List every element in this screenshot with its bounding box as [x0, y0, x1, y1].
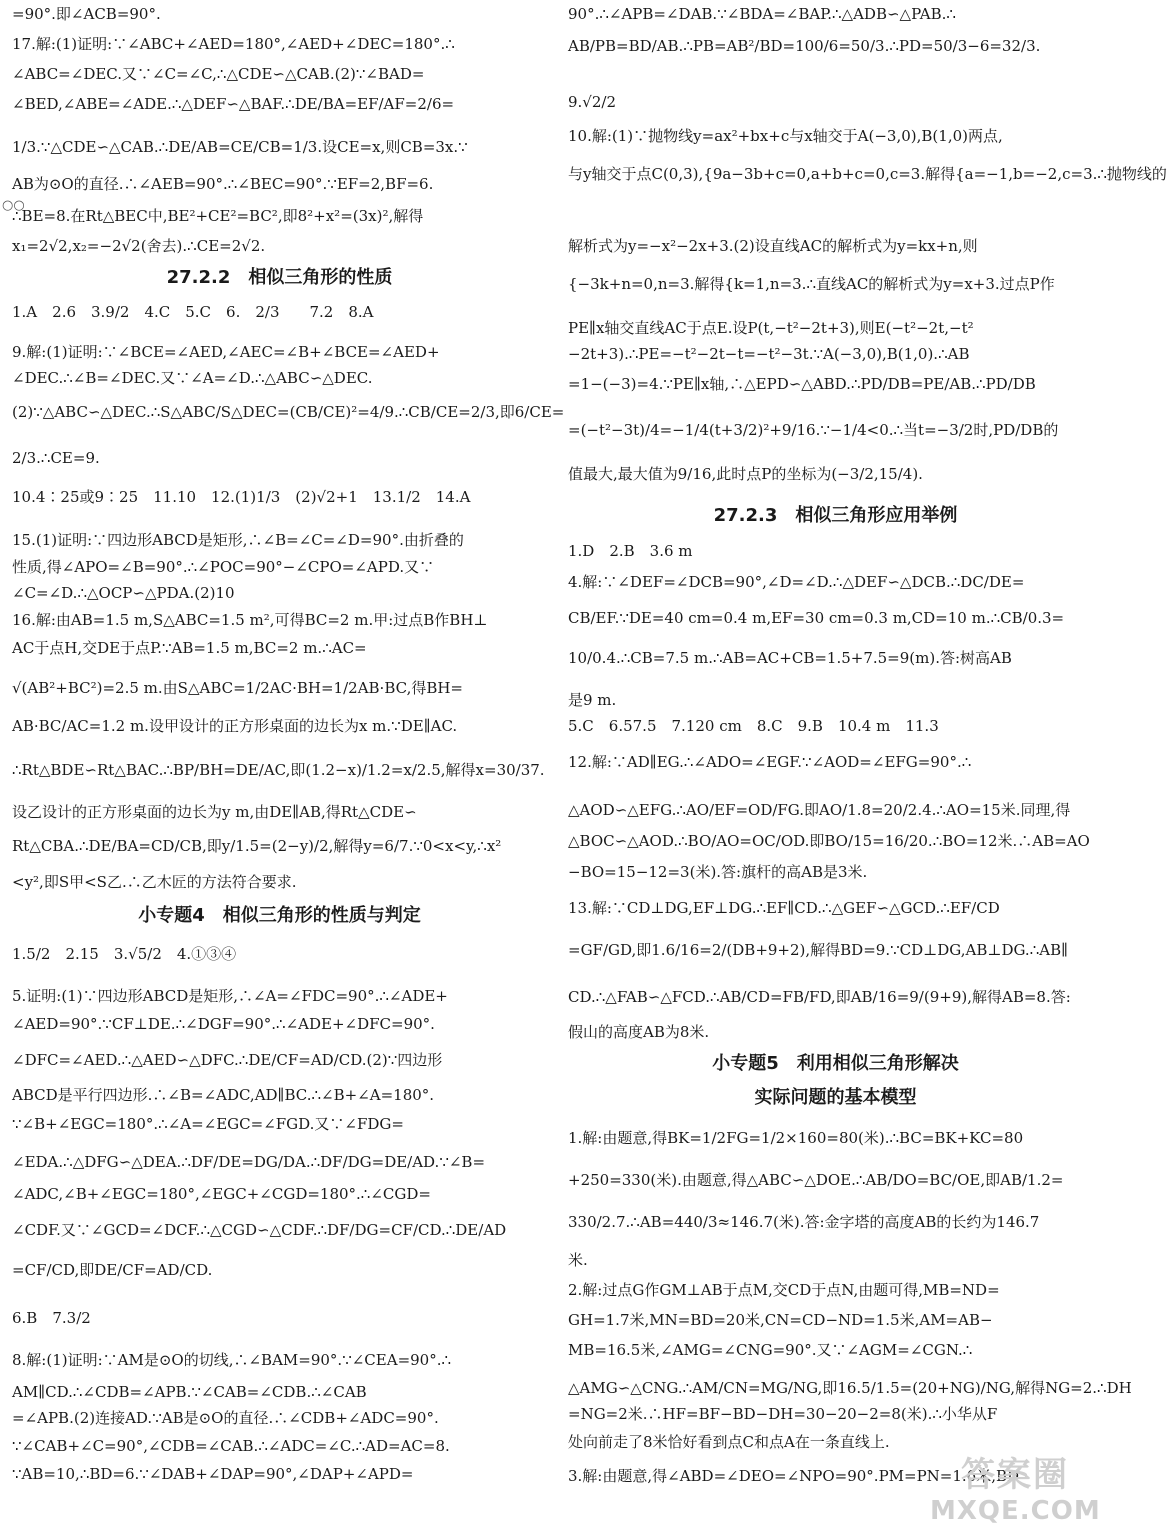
- text-line: x₁=2√2,x₂=−2√2(舍去).∴CE=2√2.: [12, 237, 266, 255]
- text-line: 10/0.4.∴CB=7.5 m.∴AB=AC+CB=1.5+7.5=9(m).答:树高AB: [568, 649, 1012, 667]
- text-line: 是9 m.: [568, 691, 617, 709]
- text-line: 5.证明:(1)∵四边形ABCD是矩形,∴∠A=∠FDC=90°.∴∠ADE+: [12, 987, 448, 1005]
- text-line: 值最大,最大值为9/16,此时点P的坐标为(−3/2,15/4).: [568, 465, 923, 483]
- text-line: PE∥x轴交直线AC于点E.设P(t,−t²−2t+3),则E(−t²−2t,−t²: [568, 319, 974, 337]
- watermark-logo: [930, 1454, 1100, 1532]
- text-line: ∠DEC.∴∠B=∠DEC.又∵∠A=∠D.∴△ABC∽△DEC.: [12, 369, 373, 387]
- text-line: =∠APB.(2)连接AD.∵AB是⊙O的直径.∴∠CDB+∠ADC=90°.: [12, 1409, 439, 1427]
- text-line: 性质,得∠APO=∠B=90°.∴∠POC=90°−∠CPO=∠APD.又∵: [12, 558, 435, 576]
- text-line: 2.解:过点G作GM⊥AB于点M,交CD于点N,由题可得,MB=ND=: [568, 1281, 1000, 1299]
- text-line: +250=330(米).由题意,得△ABC∽△DOE.∴AB/DO=BC/OE,即AB/1.2=: [568, 1171, 1064, 1189]
- text-line: 1.D 2.B 3.6 m: [568, 542, 693, 560]
- text-line: 90°.∴∠APB=∠DAB.∵∠BDA=∠BAP.∴△ADB∽△PAB.∴: [568, 5, 956, 23]
- text-line: 13.解:∵CD⊥DG,EF⊥DG.∴EF∥CD.∴△GEF∽△GCD.∴EF/CD: [568, 899, 1000, 917]
- text-line: 1/3.∵△CDE∽△CAB.∴DE/AB=CE/CB=1/3.设CE=x,则CB=3x.∵: [12, 138, 468, 156]
- text-line: 米.: [568, 1251, 588, 1269]
- text-line: 1.A 2.6 3.9/2 4.C 5.C 6. 2/3 7.2 8.A: [12, 303, 374, 321]
- text-line: Rt△CBA.∴DE/BA=CD/CB,即y/1.5=(2−y)/2,解得y=6/7.∵0<x<y,∴x²: [12, 837, 502, 855]
- text-line: 2/3.∴CE=9.: [12, 449, 100, 467]
- section-heading: 小专题5 利用相似三角形解决: [712, 1053, 959, 1074]
- text-line: CD.∴△FAB∽△FCD.∴AB/CD=FB/FD,即AB/16=9/(9+9),解得AB=8.答:: [568, 988, 1071, 1006]
- text-line: =CF/CD,即DE/CF=AD/CD.: [12, 1261, 213, 1279]
- section-heading: 27.2.3 相似三角形应用举例: [713, 505, 958, 526]
- text-line: =GF/GD,即1.6/16=2/(DB+9+2),解得BD=9.∵CD⊥DG,AB⊥DG.∴AB∥: [568, 941, 1069, 959]
- text-line: ∠BED,∠ABE=∠ADE.∴△DEF∽△BAF.∴DE/BA=EF/AF=2/6=: [12, 95, 455, 113]
- text-line: 9.√2/2: [568, 93, 617, 111]
- text-line: △BOC∽△AOD.∴BO/AO=OC/OD.即BO/15=16/20.∴BO=12米.∴AB=AO: [568, 832, 1090, 850]
- text-line: ∠DFC=∠AED.∴△AED∽△DFC.∴DE/CF=AD/CD.(2)∵四边形: [12, 1051, 443, 1069]
- text-line: 10.4∶25或9∶25 11.10 12.(1)1/3 (2)√2+1 13.1/2 14.A: [12, 488, 471, 506]
- text-line: −BO=15−12=3(米).答:旗杆的高AB是3米.: [568, 863, 868, 881]
- text-line: 1.5/2 2.15 3.√5/2 4.①③④: [12, 945, 237, 963]
- text-line: 解析式为y=−x²−2x+3.(2)设直线AC的解析式为y=kx+n,则: [568, 237, 978, 255]
- text-line: 8.解:(1)证明:∵AM是⊙O的切线,∴∠BAM=90°.∵∠CEA=90°.∴: [12, 1351, 452, 1369]
- text-line: =(−t²−3t)/4=−1/4(t+3/2)²+9/16.∵−1/4<0.∴当t=−3/2时,PD/DB的: [568, 421, 1059, 439]
- text-line: {−3k+n=0,n=3.解得{k=1,n=3.∴直线AC的解析式为y=x+3.过点P作: [568, 275, 1055, 293]
- text-line: △AOD∽△EFG.∴AO/EF=OD/FG.即AO/1.8=20/2.4.∴AO=15米.同理,得: [568, 801, 1071, 819]
- text-line: CB/EF.∵DE=40 cm=0.4 m,EF=30 cm=0.3 m,CD=10 m.∴CB/0.3=: [568, 609, 1065, 627]
- text-line: 15.(1)证明:∵四边形ABCD是矩形,∴∠B=∠C=∠D=90°.由折叠的: [12, 531, 464, 549]
- text-line: ∵∠B+∠EGC=180°.∴∠A=∠EGC=∠FGD.又∵∠FDG=: [12, 1115, 404, 1133]
- text-line: AC于点H,交DE于点P.∵AB=1.5 m,BC=2 m.∴AC=: [12, 639, 367, 657]
- text-line: 处向前走了8米恰好看到点C和点A在一条直线上.: [568, 1433, 890, 1451]
- text-line: △AMG∽△CNG.∴AM/CN=MG/NG,即16.5/1.5=(20+NG)/NG,解得NG=2.∴DH: [568, 1379, 1132, 1397]
- text-line: 6.B 7.3/2: [12, 1309, 91, 1327]
- text-line: 10.解:(1)∵抛物线y=ax²+bx+c与x轴交于A(−3,0),B(1,0)两点,: [568, 127, 1003, 145]
- text-line: AM∥CD.∴∠CDB=∠APB.∵∠CAB=∠CDB.∴∠CAB: [12, 1383, 367, 1401]
- text-line: 16.解:由AB=1.5 m,S△ABC=1.5 m²,可得BC=2 m.甲:过点B作BH⊥: [12, 611, 488, 629]
- binding-mark: ○○: [2, 198, 25, 213]
- text-line: ∠ADC,∠B+∠EGC=180°,∠EGC+∠CGD=180°.∴∠CGD=: [12, 1185, 431, 1203]
- text-line: =NG=2米.∴HF=BF−BD−DH=30−20−2=8(米).∴小华从F: [568, 1405, 998, 1423]
- text-line: 17.解:(1)证明:∵∠ABC+∠AED=180°,∠AED+∠DEC=180°.∴: [12, 35, 455, 53]
- text-line: <y²,即S甲<S乙.∴乙木匠的方法符合要求.: [12, 873, 297, 891]
- text-line: 12.解:∵AD∥EG.∴∠ADO=∠EGF.∵∠AOD=∠EFG=90°.∴: [568, 753, 972, 771]
- text-line: 与y轴交于点C(0,3),{9a−3b+c=0,a+b+c=0,c=3.解得{a=−1,b=−2,c=3.∴抛物线的: [568, 165, 1167, 183]
- watermark-url: MXQE.COM: [930, 1496, 1101, 1526]
- text-line: ∵AB=10,∴BD=6.∵∠DAB+∠DAP=90°,∠DAP+∠APD=: [12, 1465, 414, 1483]
- text-line: −2t+3).∴PE=−t²−2t−t=−t²−3t.∵A(−3,0),B(1,0).∴AB: [568, 345, 970, 363]
- text-line: 设乙设计的正方形桌面的边长为y m,由DE∥AB,得Rt△CDE∽: [12, 803, 417, 821]
- section-heading: 小专题4 相似三角形的性质与判定: [138, 905, 421, 926]
- watermark-title: 答案圈: [961, 1455, 1069, 1495]
- left-column: [12, 0, 565, 1536]
- text-line: 9.解:(1)证明:∵∠BCE=∠AED,∠AEC=∠B+∠BCE=∠AED+: [12, 343, 440, 361]
- text-line: ∠EDA.∴△DFG∽△DEA.∴DF/DE=DG/DA.∴DF/DG=DE/AD.∵∠B=: [12, 1153, 486, 1171]
- text-line: ∴BE=8.在Rt△BEC中,BE²+CE²=BC²,即8²+x²=(3x)²,解得: [12, 207, 424, 225]
- text-line: ∠AED=90°.∵CF⊥DE.∴∠DGF=90°.∴∠ADE+∠DFC=90°.: [12, 1015, 435, 1033]
- text-line: 4.解:∵∠DEF=∠DCB=90°,∠D=∠D.∴△DEF∽△DCB.∴DC/DE=: [568, 573, 1025, 591]
- text-line: ∠ABC=∠DEC.又∵∠C=∠C,∴△CDE∽△CAB.(2)∵∠BAD=: [12, 65, 425, 83]
- right-column: [568, 0, 1167, 1536]
- text-line: ∴Rt△BDE∽Rt△BAC.∴BP/BH=DE/AC,即(1.2−x)/1.2=x/2.5,解得x=30/37.: [12, 761, 545, 779]
- text-line: ABCD是平行四边形.∴∠B=∠ADC,AD∥BC.∴∠B+∠A=180°.: [12, 1086, 435, 1104]
- text-line: AB/PB=BD/AB.∴PB=AB²/BD=100/6=50/3.∴PD=50/3−6=32/3.: [568, 37, 1041, 55]
- text-line: 330/2.7.∴AB=440/3≈146.7(米).答:金字塔的高度AB的长约为146.7: [568, 1213, 1040, 1231]
- text-line: AB为⊙O的直径.∴∠AEB=90°.∴∠BEC=90°.∵EF=2,BF=6.: [12, 175, 434, 193]
- text-line: GH=1.7米,MN=BD=20米,CN=CD−ND=1.5米,AM=AB−: [568, 1311, 993, 1329]
- text-line: ∠C=∠D.∴△OCP∽△PDA.(2)10: [12, 584, 235, 602]
- text-line: 1.解:由题意,得BK=1/2FG=1/2×160=80(米).∴BC=BK+KC=80: [568, 1129, 1024, 1147]
- text-line: ∵∠CAB+∠C=90°,∠CDB=∠CAB.∴∠ADC=∠C.∴AD=AC=8.: [12, 1437, 450, 1455]
- text-line: AB·BC/AC=1.2 m.设甲设计的正方形桌面的边长为x m.∵DE∥AC.: [12, 717, 458, 735]
- section-heading: 27.2.2 相似三角形的性质: [166, 267, 393, 288]
- text-line: ∠CDF.又∵∠GCD=∠DCF.∴△CGD∽△CDF.∴DF/DG=CF/CD.∴DE/AD: [12, 1221, 507, 1239]
- text-line: (2)∵△ABC∽△DEC.∴S△ABC/S△DEC=(CB/CE)²=4/9.∴CB/CE=2/3,即6/CE=: [12, 403, 565, 421]
- text-line: 假山的高度AB为8米.: [568, 1023, 710, 1041]
- text-line: 3.解:由题意,得∠ABD=∠DEO=∠NPO=90°.PM=PN=1.6米,BD: [568, 1467, 1020, 1485]
- section-heading: 实际问题的基本模型: [754, 1087, 917, 1108]
- text-line: =90°.即∠ACB=90°.: [12, 5, 161, 23]
- text-line: 5.C 6.57.5 7.120 cm 8.C 9.B 10.4 m 11.3: [568, 717, 939, 735]
- text-line: =1−(−3)=4.∵PE∥x轴,∴△EPD∽△ABD.∴PD/DB=PE/AB.∴PD/DB: [568, 375, 1036, 393]
- text-line: MB=16.5米,∠AMG=∠CNG=90°.又∵∠AGM=∠CGN.∴: [568, 1341, 973, 1359]
- text-line: √(AB²+BC²)=2.5 m.由S△ABC=1/2AC·BH=1/2AB·BC,得BH=: [12, 679, 464, 697]
